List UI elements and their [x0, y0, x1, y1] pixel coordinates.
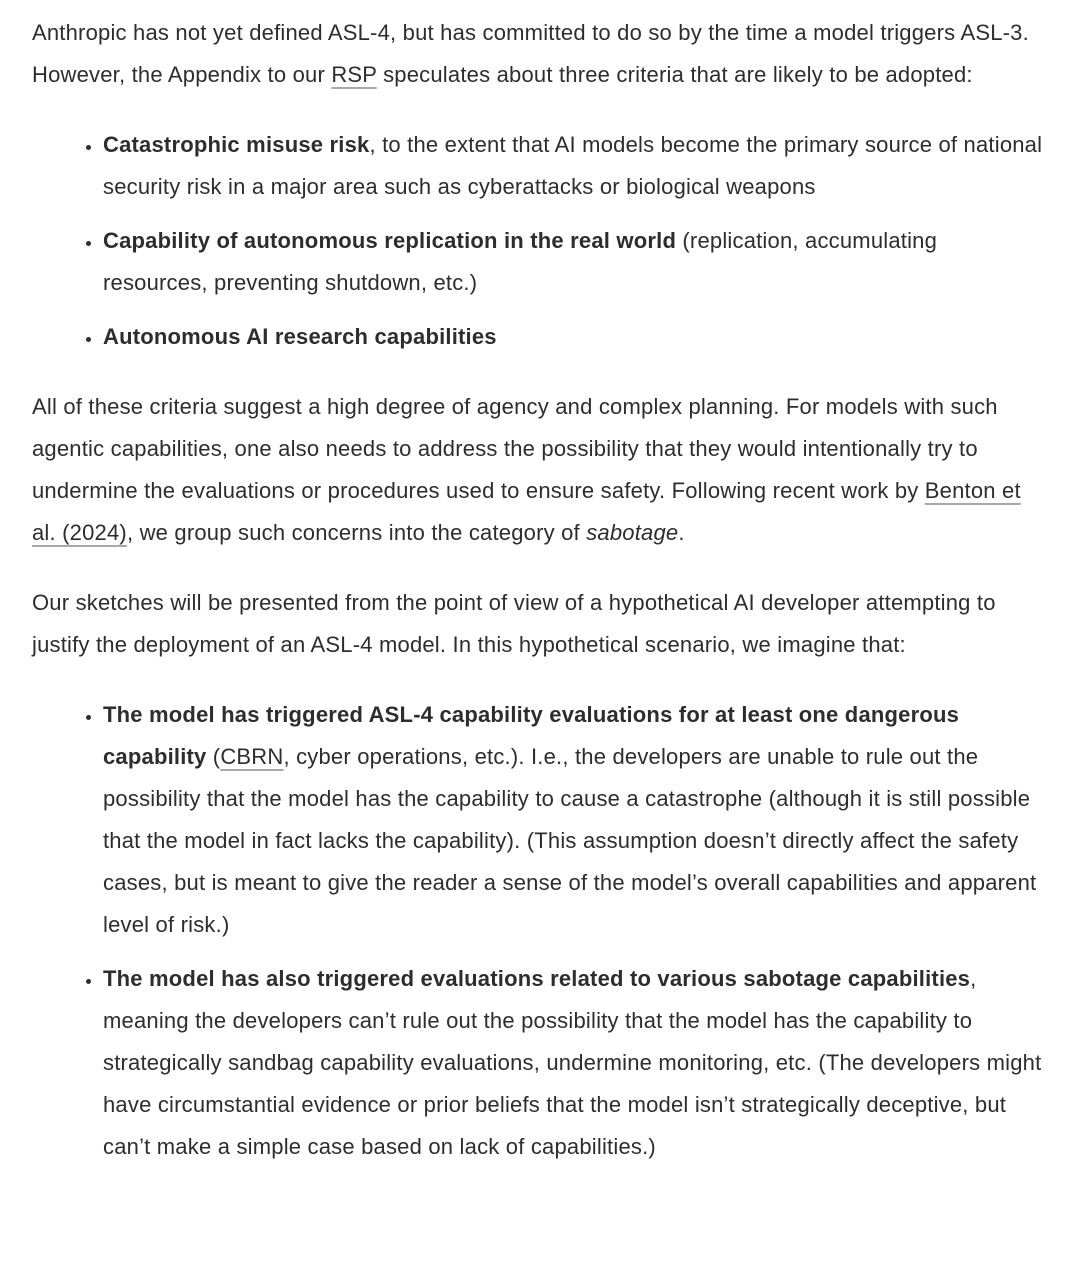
paragraph-sketches-text: Our sketches will be presented from the point of view of a hypothetical AI developer attempting to justify the deployment of an ASL-4 model. In this hypothetical scenario, we imagine that:	[32, 590, 996, 657]
paragraph-sketches	[32, 582, 1048, 666]
cbrn-link[interactable]: CBRN	[220, 744, 284, 769]
list-item-ai-research-lead: Autonomous AI research capabilities	[103, 324, 497, 349]
benton-citation-link[interactable]: Benton et al. (2024)	[32, 478, 1021, 545]
list-item-misuse-risk-lead: Catastrophic misuse risk	[103, 132, 370, 157]
list-item-capability-evals-text: , cyber operations, etc.). I.e., the developers are unable to rule out the possibility that the model has the capability to cause a catastrophe (although it is still possible that the model in fact lacks the capability). (This assumption doesn’t directly affect the safety cases, but is meant to give the reader a sense of the model’s overall capabilities and apparent level of risk.)	[103, 744, 1037, 937]
paragraph-agency-text-end: .	[678, 520, 685, 545]
scenario-list	[32, 694, 1048, 1168]
sabotage-term: sabotage	[586, 520, 679, 545]
paragraph-intro-text-after: speculates about three criteria that are likely to be adopted:	[376, 62, 973, 87]
list-item-capability-evals	[103, 694, 1048, 946]
list-item-misuse-risk-text: , to the extent that AI models become the primary source of national security risk in a major area such as cyberattacks or biological weapons	[103, 132, 1043, 199]
list-item-capability-evals-lead: The model has triggered ASL-4 capability evaluations for at least one dangerous capability	[103, 702, 960, 769]
list-item-sabotage-evals	[103, 958, 1048, 1168]
list-item-ai-research	[103, 316, 1048, 358]
paragraph-agency-text: All of these criteria suggest a high degree of agency and complex planning. For models with such agentic capabilities, one also needs to address the possibility that they would intentionally try to undermine the evaluations or procedures used to ensure safety. Following recent work by	[32, 394, 998, 503]
list-item-sabotage-evals-lead: The model has also triggered evaluations related to various sabotage capabilities	[103, 966, 971, 991]
list-item-sabotage-evals-text: , meaning the developers can’t rule out the possibility that the model has the capability to strategically sandbag capability evaluations, undermine monitoring, etc. (The developers might have circumstantial evidence or prior beliefs that the model isn’t strategically deceptive, but can’t make a simple case based on lack of capabilities.)	[103, 966, 1042, 1159]
list-item-autonomous-replication-text: (replication, accumulating resources, preventing shutdown, etc.)	[103, 228, 938, 295]
criteria-list	[32, 124, 1048, 358]
paragraph-agency	[32, 386, 1048, 554]
rsp-link[interactable]: RSP	[331, 62, 377, 87]
paragraph-intro	[32, 12, 1048, 96]
list-item-misuse-risk	[103, 124, 1048, 208]
list-item-autonomous-replication	[103, 220, 1048, 304]
paragraph-intro-text: Anthropic has not yet defined ASL-4, but has committed to do so by the time a model triggers ASL-3. However, the Appendix to our	[32, 20, 1029, 87]
paragraph-agency-text-after: , we group such concerns into the category of	[126, 520, 587, 545]
list-item-capability-evals-pre: (	[206, 744, 221, 769]
list-item-autonomous-replication-lead: Capability of autonomous replication in the real world	[103, 228, 677, 253]
